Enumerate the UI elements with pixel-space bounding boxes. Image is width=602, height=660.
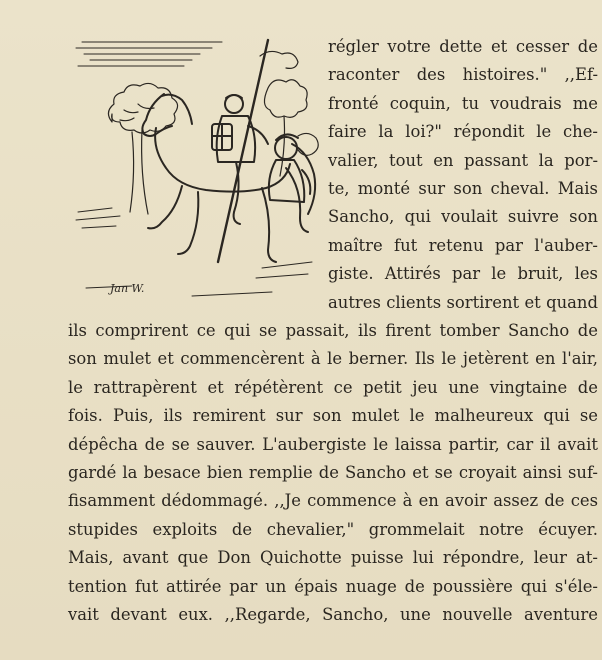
knight-and-squire-illustration bbox=[72, 36, 324, 304]
text-line: giste. Attirés par le bruit, les bbox=[328, 264, 598, 284]
text-line: ils comprirent ce qui se passait, ils firent tomber Sancho de bbox=[68, 321, 598, 340]
text-line: stupides exploits de chevalier," grommelait notre écuyer. bbox=[68, 519, 598, 539]
text-line: maître fut retenu par l'auber- bbox=[328, 235, 598, 255]
text-line: gardé la besace bien remplie de Sancho et se croyait ainsi suf- bbox=[68, 463, 598, 482]
knight-on-horse-with-squire-illustration-icon bbox=[72, 36, 324, 304]
text-line: valier, tout en passant la por- bbox=[328, 150, 598, 170]
text-line: fisamment dédommagé. ,,Je commence à en avoir assez de ces bbox=[68, 491, 598, 511]
text-line: raconter des histoires." ,,Ef- bbox=[328, 65, 598, 85]
text-line: vait devant eux. ,,Regarde, Sancho, une nouvelle aventure bbox=[68, 605, 598, 624]
artist-signature: Jan W. bbox=[110, 282, 145, 295]
text-line: fronté coquin, tu voudrais me bbox=[328, 93, 598, 113]
text-line: autres clients sortirent et quand bbox=[328, 292, 598, 312]
text-line: régler votre dette et cesser de bbox=[328, 37, 598, 56]
text-line: le rattrapèrent et répétèrent ce petit jeu une vingtaine de bbox=[68, 377, 598, 397]
text-line: faire la loi?" répondit le che- bbox=[328, 122, 598, 142]
text-line: Sancho, qui voulait suivre son bbox=[328, 207, 598, 227]
text-line: Mais, avant que Don Quichotte puisse lui répondre, leur at- bbox=[68, 548, 598, 568]
text-line: son mulet et commencèrent à le berner. Ils le jetèrent en l'air, bbox=[68, 349, 598, 369]
text-line: te, monté sur son cheval. Mais bbox=[328, 179, 598, 198]
text-line: dépêcha de se sauver. L'aubergiste le laissa partir, car il avait bbox=[68, 434, 598, 454]
text-line: fois. Puis, ils remirent sur son mulet le malheureux qui se bbox=[68, 406, 598, 426]
text-line: tention fut attirée par un épais nuage de poussière qui s'éle- bbox=[68, 576, 598, 596]
